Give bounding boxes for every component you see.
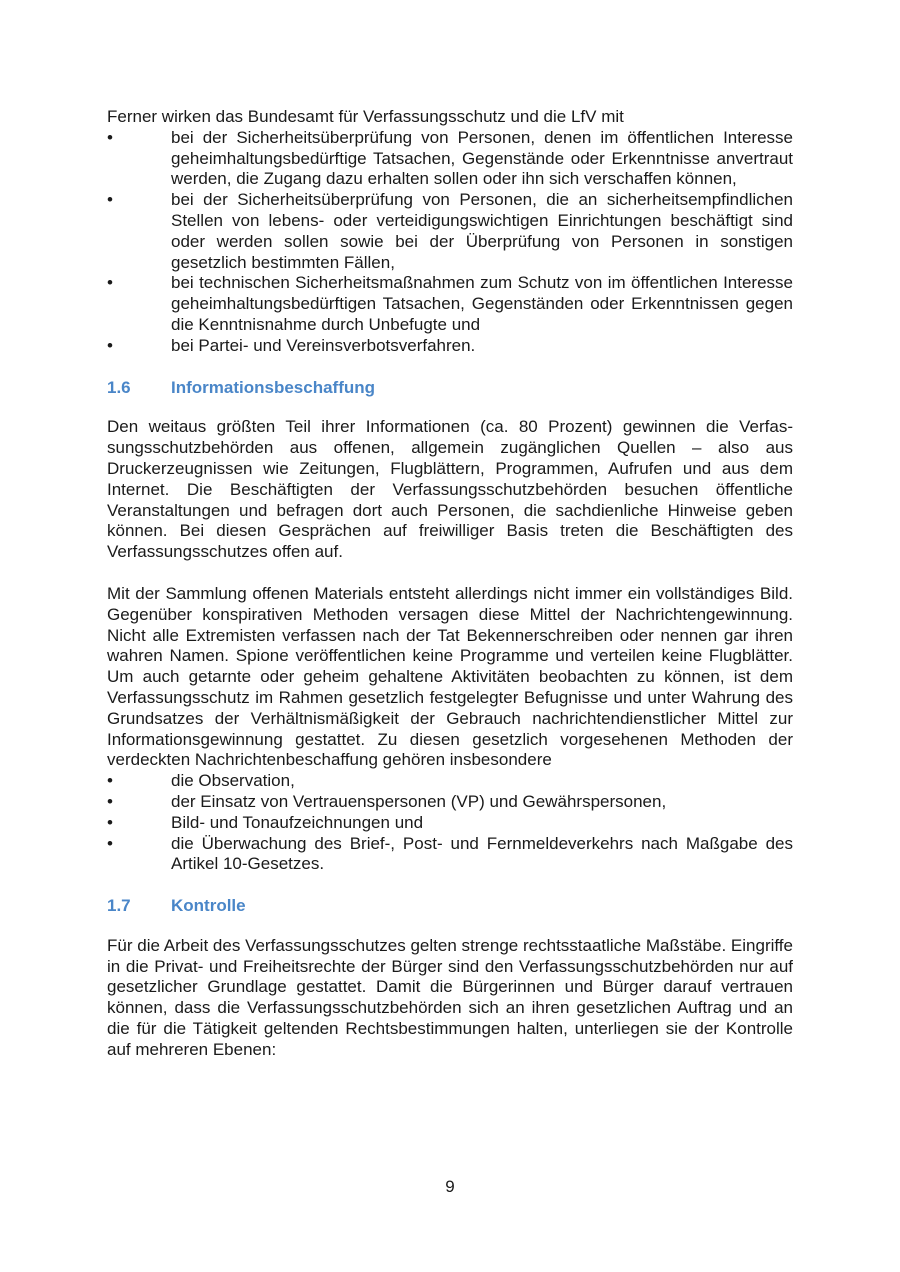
- bullet-icon: •: [107, 127, 113, 147]
- section-1-7-paragraph-1: Für die Arbeit des Verfassungsschutzes gelten strenge rechtsstaatliche Maßstäbe. Eingriffe in die Privat- und Freiheitsrechte der Bürger sind den Verfassungsschutzbehörden nur auf gesetzlicher Grundlage gestattet. Damit die Bürgerinnen und Bürger darauf vertrauen können, dass die Verfassungsschutzbehörden sich an ihren gesetzlichen Auftrag und an die für die Tätigkeit geltenden Rechtsbestimmungen halten, unterliegen sie der Kontrolle auf mehreren Ebenen:: [107, 935, 793, 1059]
- list-item: [107, 792, 793, 813]
- bullet-icon: •: [107, 833, 113, 853]
- list-item: [107, 128, 793, 190]
- list-item: [107, 813, 793, 834]
- bullet-icon: •: [107, 812, 113, 832]
- list-item-text: Bild- und Tonaufzeichnungen und: [171, 812, 424, 832]
- section-1-6-paragraph-2: Mit der Sammlung offenen Materials entsteht allerdings nicht immer ein vollständiges Bild. Gegenüber konspirativen Methoden versagen diese Mittel der Nachrichtengewinnung. Nicht alle Extremisten verfassen nach der Tat Bekennerschreiben oder nennen gar ihren wahren Namen. Spione veröffentlichen keine Programme und verteilen keine Flugblätter. Um auch getarnte oder geheim gehaltene Aktivitäten beobachten zu können, ist dem Verfassungsschutz im Rahmen gesetzlich festgelegter Befugnisse und unter Wahrung des Grundsatzes der Verhältnismäßigkeit der Gebrauch nachrichtendienstlicher Mittel zur Informationsgewinnung gestattet. Zu diesen gesetzlich vorgesehenen Methoden der verdeckten Nachrichtenbeschaffung gehören insbesondere: [107, 583, 793, 770]
- list-item-text: der Einsatz von Vertrauenspersonen (VP) und Gewährspersonen,: [171, 791, 667, 811]
- section-title: Informationsbeschaffung: [171, 377, 376, 397]
- list-item: [107, 834, 793, 876]
- section-number: 1.7: [107, 896, 131, 916]
- list-item-text: bei der Sicherheitsüberprüfung von Personen, die an sicherheitsempfindlichen Stellen von lebens- oder verteidigungswichtigen Einrichtungen beschäftigt sind oder werden sollen sowie bei der Überprüfung von Personen in sonstigen gesetzlich bestimmten Fällen,: [171, 190, 793, 272]
- bullet-icon: •: [107, 335, 113, 355]
- methods-list: [107, 771, 793, 875]
- intro-paragraph: Ferner wirken das Bundesamt für Verfassungsschutz und die LfV mit: [107, 107, 624, 126]
- participation-list: [107, 128, 793, 357]
- list-item-text: bei der Sicherheitsüberprüfung von Personen, denen im öffentlichen Interesse geheimhaltungsbedürftige Tatsachen, Gegenstände oder Erkenntnisse anvertraut werden, die Zugang dazu erhalten sollen oder ihn sich verschaffen können,: [171, 127, 793, 189]
- list-item: [107, 336, 793, 357]
- section-number: 1.6: [107, 377, 131, 397]
- list-item: [107, 273, 793, 335]
- bullet-icon: •: [107, 791, 113, 811]
- page-number: 9: [445, 1177, 455, 1196]
- section-heading-1-6: [107, 378, 793, 399]
- list-item-text: bei Partei- und Vereinsverbotsverfahren.: [171, 335, 476, 355]
- list-item-text: bei technischen Sicherheitsmaßnahmen zum Schutz von im öffentlichen Interesse geheimhaltungsbedürftigen Tatsachen, Gegenständen oder Erkenntnissen gegen die Kenntnisnahme durch Unbefugte und: [171, 273, 793, 334]
- bullet-icon: •: [107, 190, 113, 210]
- list-item: [107, 771, 793, 792]
- document-page: [107, 107, 793, 1061]
- section-1-6-paragraph-1: Den weitaus größten Teil ihrer Informationen (ca. 80 Prozent) gewinnen die Verfassungsschutzbehörden aus offenen, allgemein zugänglichen Quellen – also aus Druckerzeugnissen wie Zeitungen, Flugblättern, Programmen, Aufrufen und aus dem Internet. Die Beschäftigten der Verfassungsschutzbehörden besuchen öffentliche Veranstaltungen und befragen dort auch Personen, die sachdienliche Hinweise geben können. Bei diesen Gesprächen auf freiwilliger Basis treten die Beschäftigten des Verfassungsschutzes offen auf.: [107, 417, 793, 562]
- section-heading-1-7: [107, 896, 793, 917]
- bullet-icon: •: [107, 771, 113, 791]
- list-item: [107, 190, 793, 273]
- list-item-text: die Überwachung des Brief-, Post- und Fernmeldeverkehrs nach Maßgabe des Artikel 10-Gesetzes.: [171, 833, 793, 874]
- section-title: Kontrolle: [171, 896, 246, 916]
- list-item-text: die Observation,: [171, 771, 295, 791]
- bullet-icon: •: [107, 273, 113, 293]
